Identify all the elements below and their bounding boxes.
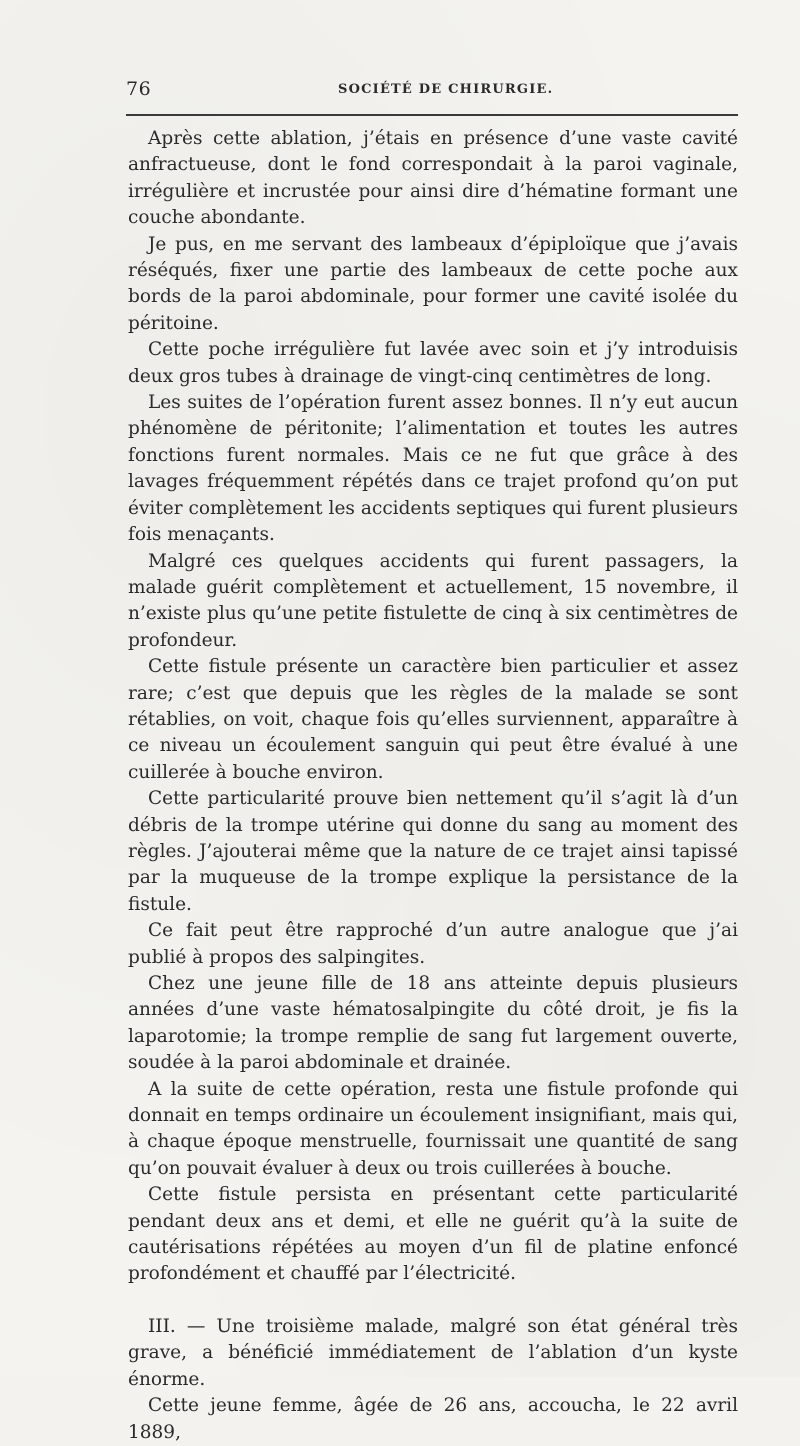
paragraph: Les suites de l’opération furent assez bonnes. Il n’y eut aucun phénomène de péritonite; l’alimentation et toutes les autres fonctions furent normales. Mais ce ne fut que grâce à des lavages fréquemment répétés dans ce trajet profond qu’on put éviter complètement les accidents septiques qui furent plusieurs fois menaçants.	[128, 392, 738, 546]
paragraph: Après cette ablation, j’étais en présence d’une vaste cavité anfractueuse, dont le fond correspondait à la paroi vaginale, irrégulière et incrustée pour ainsi dire d’hématine formant une couche abondante.	[128, 128, 738, 229]
paragraph: Cette jeune femme, âgée de 26 ans, accoucha, le 22 avril 1889,	[128, 1395, 738, 1443]
header-rule	[126, 114, 738, 116]
journal-title: SOCIÉTÉ DE CHIRURGIE.	[338, 82, 554, 97]
page-number: 76	[126, 78, 152, 100]
paragraph: Cette poche irrégulière fut lavée avec soin et j’y introduisis deux gros tubes à drainage de vingt-cinq centimètres de long.	[128, 339, 738, 387]
paragraph: Cette fistule persista en présentant cette particularité pendant deux ans et demi, et elle ne guérit qu’à la suite de cautérisations répétées au moyen d’un fil de platine enfoncé profondément et chauffé par l’électricité.	[128, 1184, 738, 1285]
paragraph: Je pus, en me servant des lambeaux d’épiploïque que j’avais réséqués, fixer une partie des lambeaux de cette poche aux bords de la paroi abdominale, pour former une cavité isolée du péritoine.	[128, 233, 738, 334]
paragraph: Ce fait peut être rapproché d’un autre analogue que j’ai publié à propos des salpingites.	[128, 920, 738, 968]
paragraph: Chez une jeune fille de 18 ans atteinte depuis plusieurs années d’une vaste hématosalpingite du côté droit, je fis la laparotomie; la trompe remplie de sang fut largement ouverte, soudée à la paroi abdominale et drainée.	[128, 973, 738, 1074]
body-text	[128, 126, 738, 1446]
paragraph: Cette particularité prouve bien nettement qu’il s’agit là d’un débris de la trompe utérine qui donne du sang au moment des règles. J’ajouterai même que la nature de ce trajet ainsi tapissé par la muqueuse de la trompe explique la persistance de la fistule.	[128, 788, 738, 915]
paragraph: Malgré ces quelques accidents qui furent passagers, la malade guérit complètement et actuellement, 15 novembre, il n’existe plus qu’une petite fistulette de cinq à six centimètres de profondeur.	[128, 550, 738, 651]
running-head	[126, 78, 738, 102]
paragraph: Cette fistule présente un caractère bien particulier et assez rare; c’est que depuis que les règles de la malade se sont rétablies, on voit, chaque fois qu’elles surviennent, apparaître à ce niveau un écoulement sanguin qui peut être évalué à une cuillerée à bouche environ.	[128, 656, 738, 783]
section-heading-paragraph: III. — Une troisième malade, malgré son état général très grave, a bénéficié immédiatement de l’ablation d’un kyste énorme.	[128, 1315, 738, 1390]
paragraph: A la suite de cette opération, resta une fistule profonde qui donnait en temps ordinaire un écoulement insignifiant, mais qui, à chaque époque menstruelle, fournissait une quantité de sang qu’on pouvait évaluer à deux ou trois cuillerées à bouche.	[128, 1078, 738, 1179]
